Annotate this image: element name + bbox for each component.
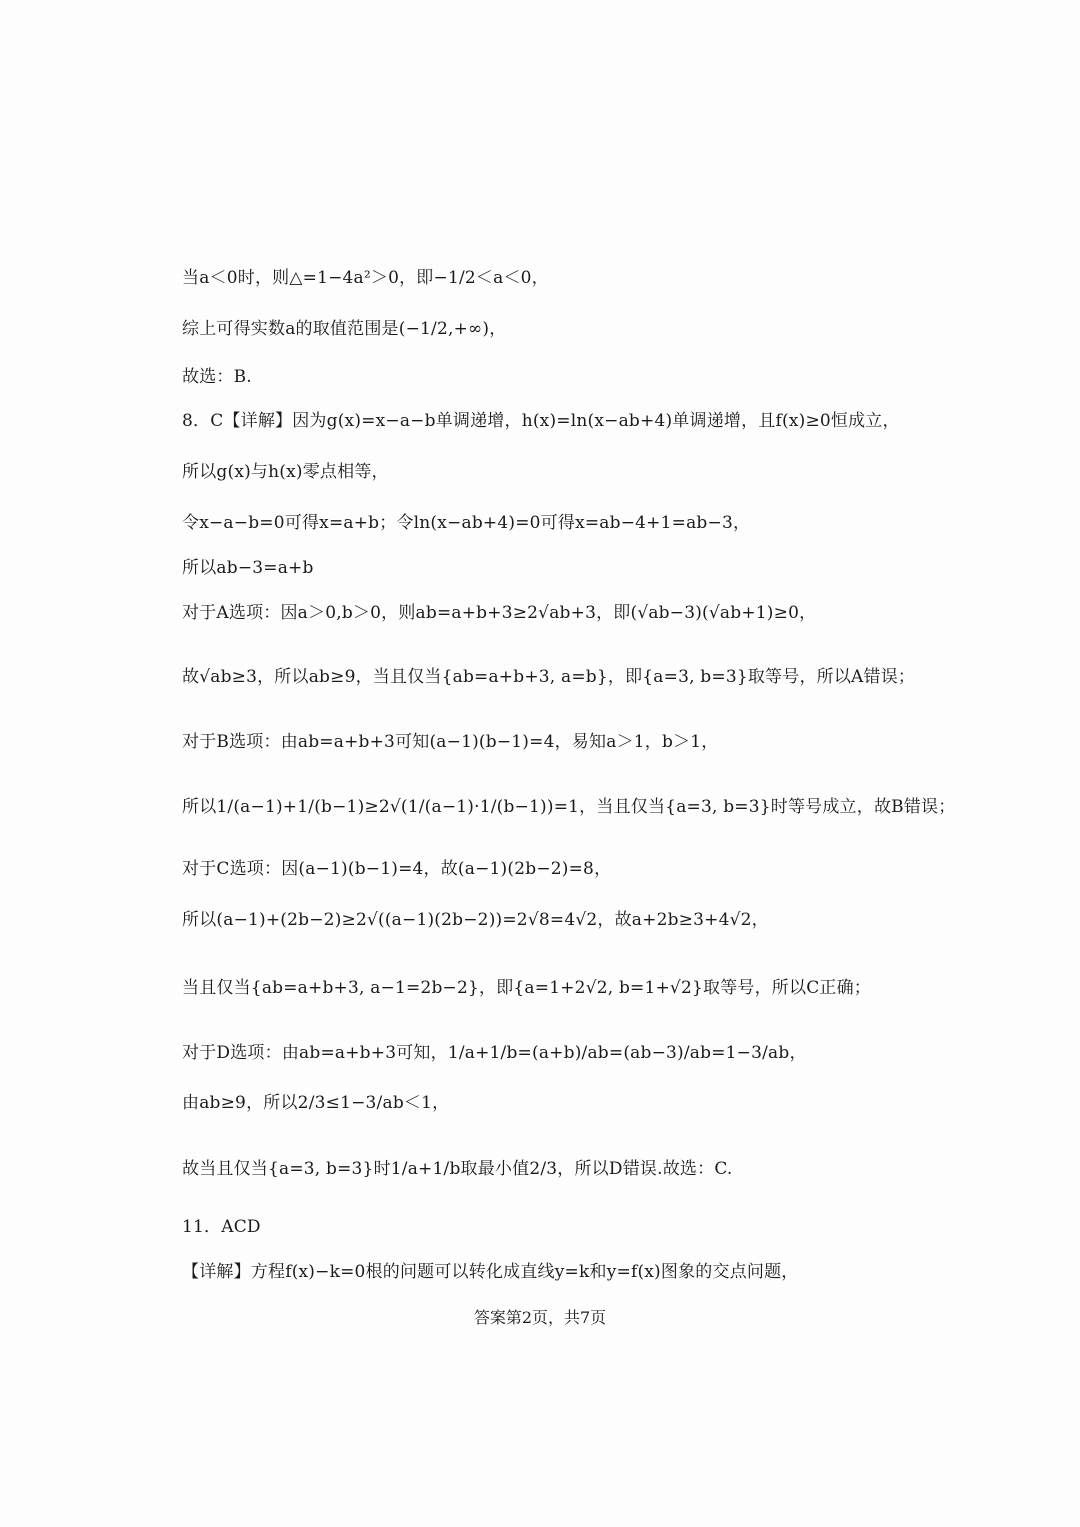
text-line: 对于B选项：由ab=a+b+3可知(a−1)(b−1)=4，易知a＞1，b＞1， (182, 732, 719, 752)
text-line: 当a＜0时，则△=1−4a²＞0，即−1/2＜a＜0， (182, 268, 549, 288)
text-line: 所以(a−1)+(2b−2)≥2√((a−1)(2b−2))=2√8=4√2，故a+2b≥3+4√2， (182, 910, 769, 930)
text-line: 故√ab≥3，所以ab≥9，当且仅当{ab=a+b+3, a=b}，即{a=3, b=3}取等号，所以A错误； (182, 667, 916, 687)
text-line: 11．ACD (182, 1217, 261, 1237)
text-line: 【详解】方程f(x)−k=0根的问题可以转化成直线y=k和y=f(x)图象的交点问题， (182, 1262, 799, 1282)
text-line: 对于C选项：因(a−1)(b−1)=4，故(a−1)(2b−2)=8， (182, 859, 612, 879)
text-line: 所以ab−3=a+b (182, 558, 314, 578)
text-line: 令x−a−b=0可得x=a+b；令ln(x−ab+4)=0可得x=ab−4+1=ab−3， (182, 513, 751, 533)
text-line: 8．C【详解】因为g(x)=x−a−b单调递增，h(x)=ln(x−ab+4)单调递增，且f(x)≥0恒成立， (182, 411, 900, 431)
text-line: 所以g(x)与h(x)零点相等， (182, 462, 389, 482)
page-footer: 答案第2页，共7页 (473, 1308, 607, 1327)
text-line: 故当且仅当{a=3, b=3}时1/a+1/b取最小值2/3，所以D错误.故选：C. (182, 1159, 733, 1179)
text-line: 故选：B. (182, 367, 252, 387)
text-line: 当且仅当{ab=a+b+3, a−1=2b−2}，即{a=1+2√2, b=1+√2}取等号，所以C正确； (182, 978, 872, 998)
text-line: 对于D选项：由ab=a+b+3可知，1/a+1/b=(a+b)/ab=(ab−3)/ab=1−3/ab， (182, 1043, 807, 1063)
text-line: 由ab≥9，所以2/3≤1−3/ab＜1， (182, 1093, 450, 1113)
text-line: 综上可得实数a的取值范围是(−1/2,+∞)， (182, 319, 507, 339)
text-line: 对于A选项：因a＞0,b＞0，则ab=a+b+3≥2√ab+3，即(√ab−3)(√ab+1)≥0， (182, 603, 817, 623)
text-line: 所以1/(a−1)+1/(b−1)≥2√(1/(a−1)·1/(b−1))=1，当且仅当{a=3, b=3}时等号成立，故B错误； (182, 797, 956, 817)
